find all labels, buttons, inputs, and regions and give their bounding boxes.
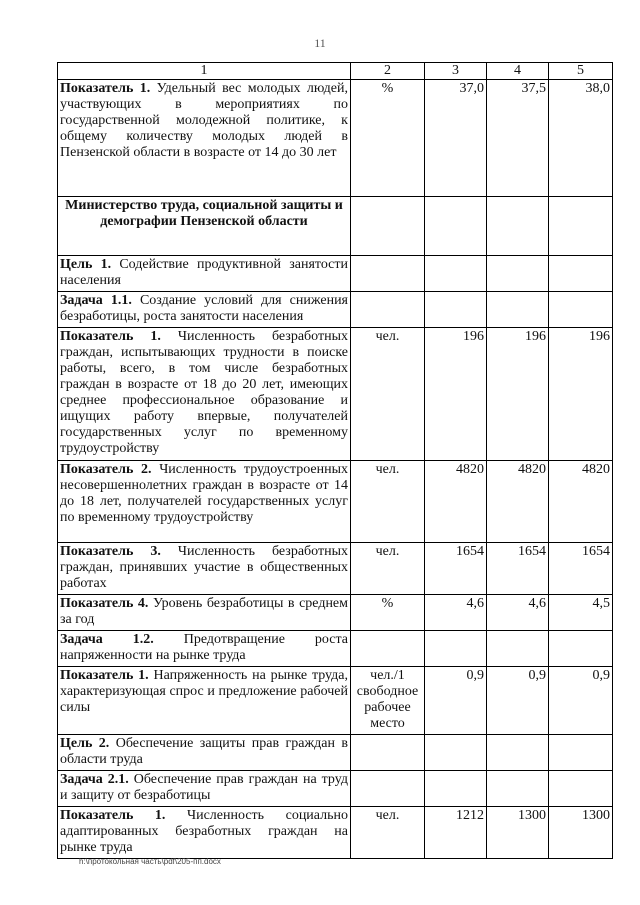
value-cell: 1300 bbox=[487, 807, 549, 859]
unit-cell: чел. bbox=[351, 461, 425, 543]
header-cell: 5 bbox=[549, 63, 613, 80]
value-cell: 196 bbox=[549, 328, 613, 461]
unit-cell: % bbox=[351, 595, 425, 631]
table-row bbox=[58, 771, 613, 807]
file-path-footer: h:\протокольная часть\pdf\205-пп.docx bbox=[79, 857, 221, 866]
value-cell bbox=[487, 735, 549, 771]
description-cell bbox=[58, 328, 351, 461]
item-label: Показатель 3. bbox=[60, 544, 161, 559]
empty-cell bbox=[351, 197, 425, 256]
value-cell bbox=[549, 292, 613, 328]
table-row bbox=[58, 256, 613, 292]
value-cell: 4820 bbox=[487, 461, 549, 543]
description-cell bbox=[58, 807, 351, 859]
header-cell: 3 bbox=[425, 63, 487, 80]
value-cell bbox=[425, 735, 487, 771]
table-row bbox=[58, 328, 613, 461]
value-cell: 0,9 bbox=[425, 667, 487, 735]
value-cell: 37,0 bbox=[425, 80, 487, 197]
unit-cell bbox=[351, 256, 425, 292]
unit-cell bbox=[351, 631, 425, 667]
page-number: 11 bbox=[314, 36, 326, 50]
table-row bbox=[58, 461, 613, 543]
item-label: Показатель 1. bbox=[60, 329, 161, 344]
item-text: Обеспечение прав граждан на труд и защиту от безработицы bbox=[60, 772, 348, 803]
value-cell bbox=[549, 735, 613, 771]
value-cell bbox=[487, 771, 549, 807]
item-text: Численность безработных граждан, принявших участие в общественных работах bbox=[60, 544, 349, 591]
value-cell bbox=[425, 256, 487, 292]
item-label: Показатель 4. bbox=[60, 596, 149, 611]
unit-cell bbox=[351, 292, 425, 328]
value-cell: 1212 bbox=[425, 807, 487, 859]
value-cell: 4,6 bbox=[487, 595, 549, 631]
value-cell: 1654 bbox=[549, 543, 613, 595]
value-cell bbox=[487, 256, 549, 292]
empty-cell bbox=[549, 197, 613, 256]
item-text: Уровень безработицы в среднем за год bbox=[60, 596, 349, 627]
item-label: Показатель 2. bbox=[60, 462, 152, 477]
value-cell: 1300 bbox=[549, 807, 613, 859]
header-cell: 1 bbox=[58, 63, 351, 80]
item-text: Обеспечение защиты прав граждан в области труда bbox=[60, 736, 348, 767]
table-row bbox=[58, 595, 613, 631]
unit-cell bbox=[351, 735, 425, 771]
table-header-row bbox=[58, 63, 613, 80]
item-text: Содействие продуктивной занятости населения bbox=[60, 257, 348, 288]
value-cell bbox=[549, 256, 613, 292]
value-cell: 37,5 bbox=[487, 80, 549, 197]
description-cell bbox=[58, 543, 351, 595]
item-text: Предотвращение роста напряженности на рынке труда bbox=[60, 632, 348, 663]
description-cell bbox=[58, 256, 351, 292]
header-cell: 4 bbox=[487, 63, 549, 80]
table-row bbox=[58, 80, 613, 197]
value-cell bbox=[549, 631, 613, 667]
item-text: Создание условий для снижения безработицы, роста занятости населения bbox=[60, 293, 348, 324]
value-cell: 4820 bbox=[425, 461, 487, 543]
value-cell: 38,0 bbox=[549, 80, 613, 197]
item-text: Численность безработных граждан, испытывающих трудности в поиске работы, всего, в том числе безработных граждан в возрасте от 18 до 20 лет, имеющих среднее профессиональное образование и ищущих работу впервые, получателей государственных услуг по временному трудоустройству bbox=[60, 329, 349, 456]
description-cell bbox=[58, 667, 351, 735]
table-row bbox=[58, 543, 613, 595]
empty-cell bbox=[487, 197, 549, 256]
unit-cell: % bbox=[351, 80, 425, 197]
value-cell: 0,9 bbox=[487, 667, 549, 735]
item-label: Задача 2.1. bbox=[60, 772, 129, 787]
value-cell: 1654 bbox=[425, 543, 487, 595]
table-row bbox=[58, 631, 613, 667]
unit-cell: чел./1 свободное рабочее место bbox=[351, 667, 425, 735]
item-label: Задача 1.1. bbox=[60, 293, 132, 308]
empty-cell bbox=[425, 197, 487, 256]
value-cell: 196 bbox=[425, 328, 487, 461]
description-cell bbox=[58, 735, 351, 771]
description-cell bbox=[58, 595, 351, 631]
indicators-table bbox=[57, 62, 613, 859]
unit-cell: чел. bbox=[351, 807, 425, 859]
value-cell: 1654 bbox=[487, 543, 549, 595]
value-cell bbox=[487, 631, 549, 667]
table-row bbox=[58, 292, 613, 328]
item-text: Численность трудоустроенных несовершеннолетних граждан в возрасте от 14 до 18 лет, получателей государственных услуг по временному трудоустройству bbox=[60, 462, 348, 525]
unit-cell: чел. bbox=[351, 328, 425, 461]
item-label: Задача 1.2. bbox=[60, 632, 154, 647]
description-cell bbox=[58, 631, 351, 667]
value-cell bbox=[549, 771, 613, 807]
value-cell: 4,6 bbox=[425, 595, 487, 631]
value-cell bbox=[425, 292, 487, 328]
value-cell: 4820 bbox=[549, 461, 613, 543]
table-row bbox=[58, 667, 613, 735]
description-cell bbox=[58, 80, 351, 197]
description-cell bbox=[58, 771, 351, 807]
table-row bbox=[58, 807, 613, 859]
item-label: Показатель 1. bbox=[60, 808, 166, 823]
value-cell: 4,5 bbox=[549, 595, 613, 631]
value-cell bbox=[425, 771, 487, 807]
description-cell bbox=[58, 292, 351, 328]
unit-cell: чел. bbox=[351, 543, 425, 595]
value-cell bbox=[425, 631, 487, 667]
value-cell: 196 bbox=[487, 328, 549, 461]
item-text: Удельный вес молодых людей, участвующих в мероприятиях по государственной молодежной политике, к общему количеству молодых людей в Пензенской области в возрасте от 14 до 30 лет bbox=[60, 81, 348, 160]
item-label: Цель 2. bbox=[60, 736, 110, 751]
unit-cell bbox=[351, 771, 425, 807]
table-row bbox=[58, 197, 613, 256]
item-text: Численность социально адаптированных безработных граждан на рынке труда bbox=[60, 808, 348, 855]
item-label: Показатель 1. bbox=[60, 668, 149, 683]
header-cell: 2 bbox=[351, 63, 425, 80]
item-text: Напряженность на рынке труда, характеризующая спрос и предложение рабочей силы bbox=[60, 668, 348, 715]
table-row bbox=[58, 735, 613, 771]
item-label: Показатель 1. bbox=[60, 81, 151, 96]
section-title: Министерство труда, социальной защиты и демографии Пензенской области bbox=[58, 197, 351, 256]
value-cell: 0,9 bbox=[549, 667, 613, 735]
value-cell bbox=[487, 292, 549, 328]
description-cell bbox=[58, 461, 351, 543]
item-label: Цель 1. bbox=[60, 257, 112, 272]
